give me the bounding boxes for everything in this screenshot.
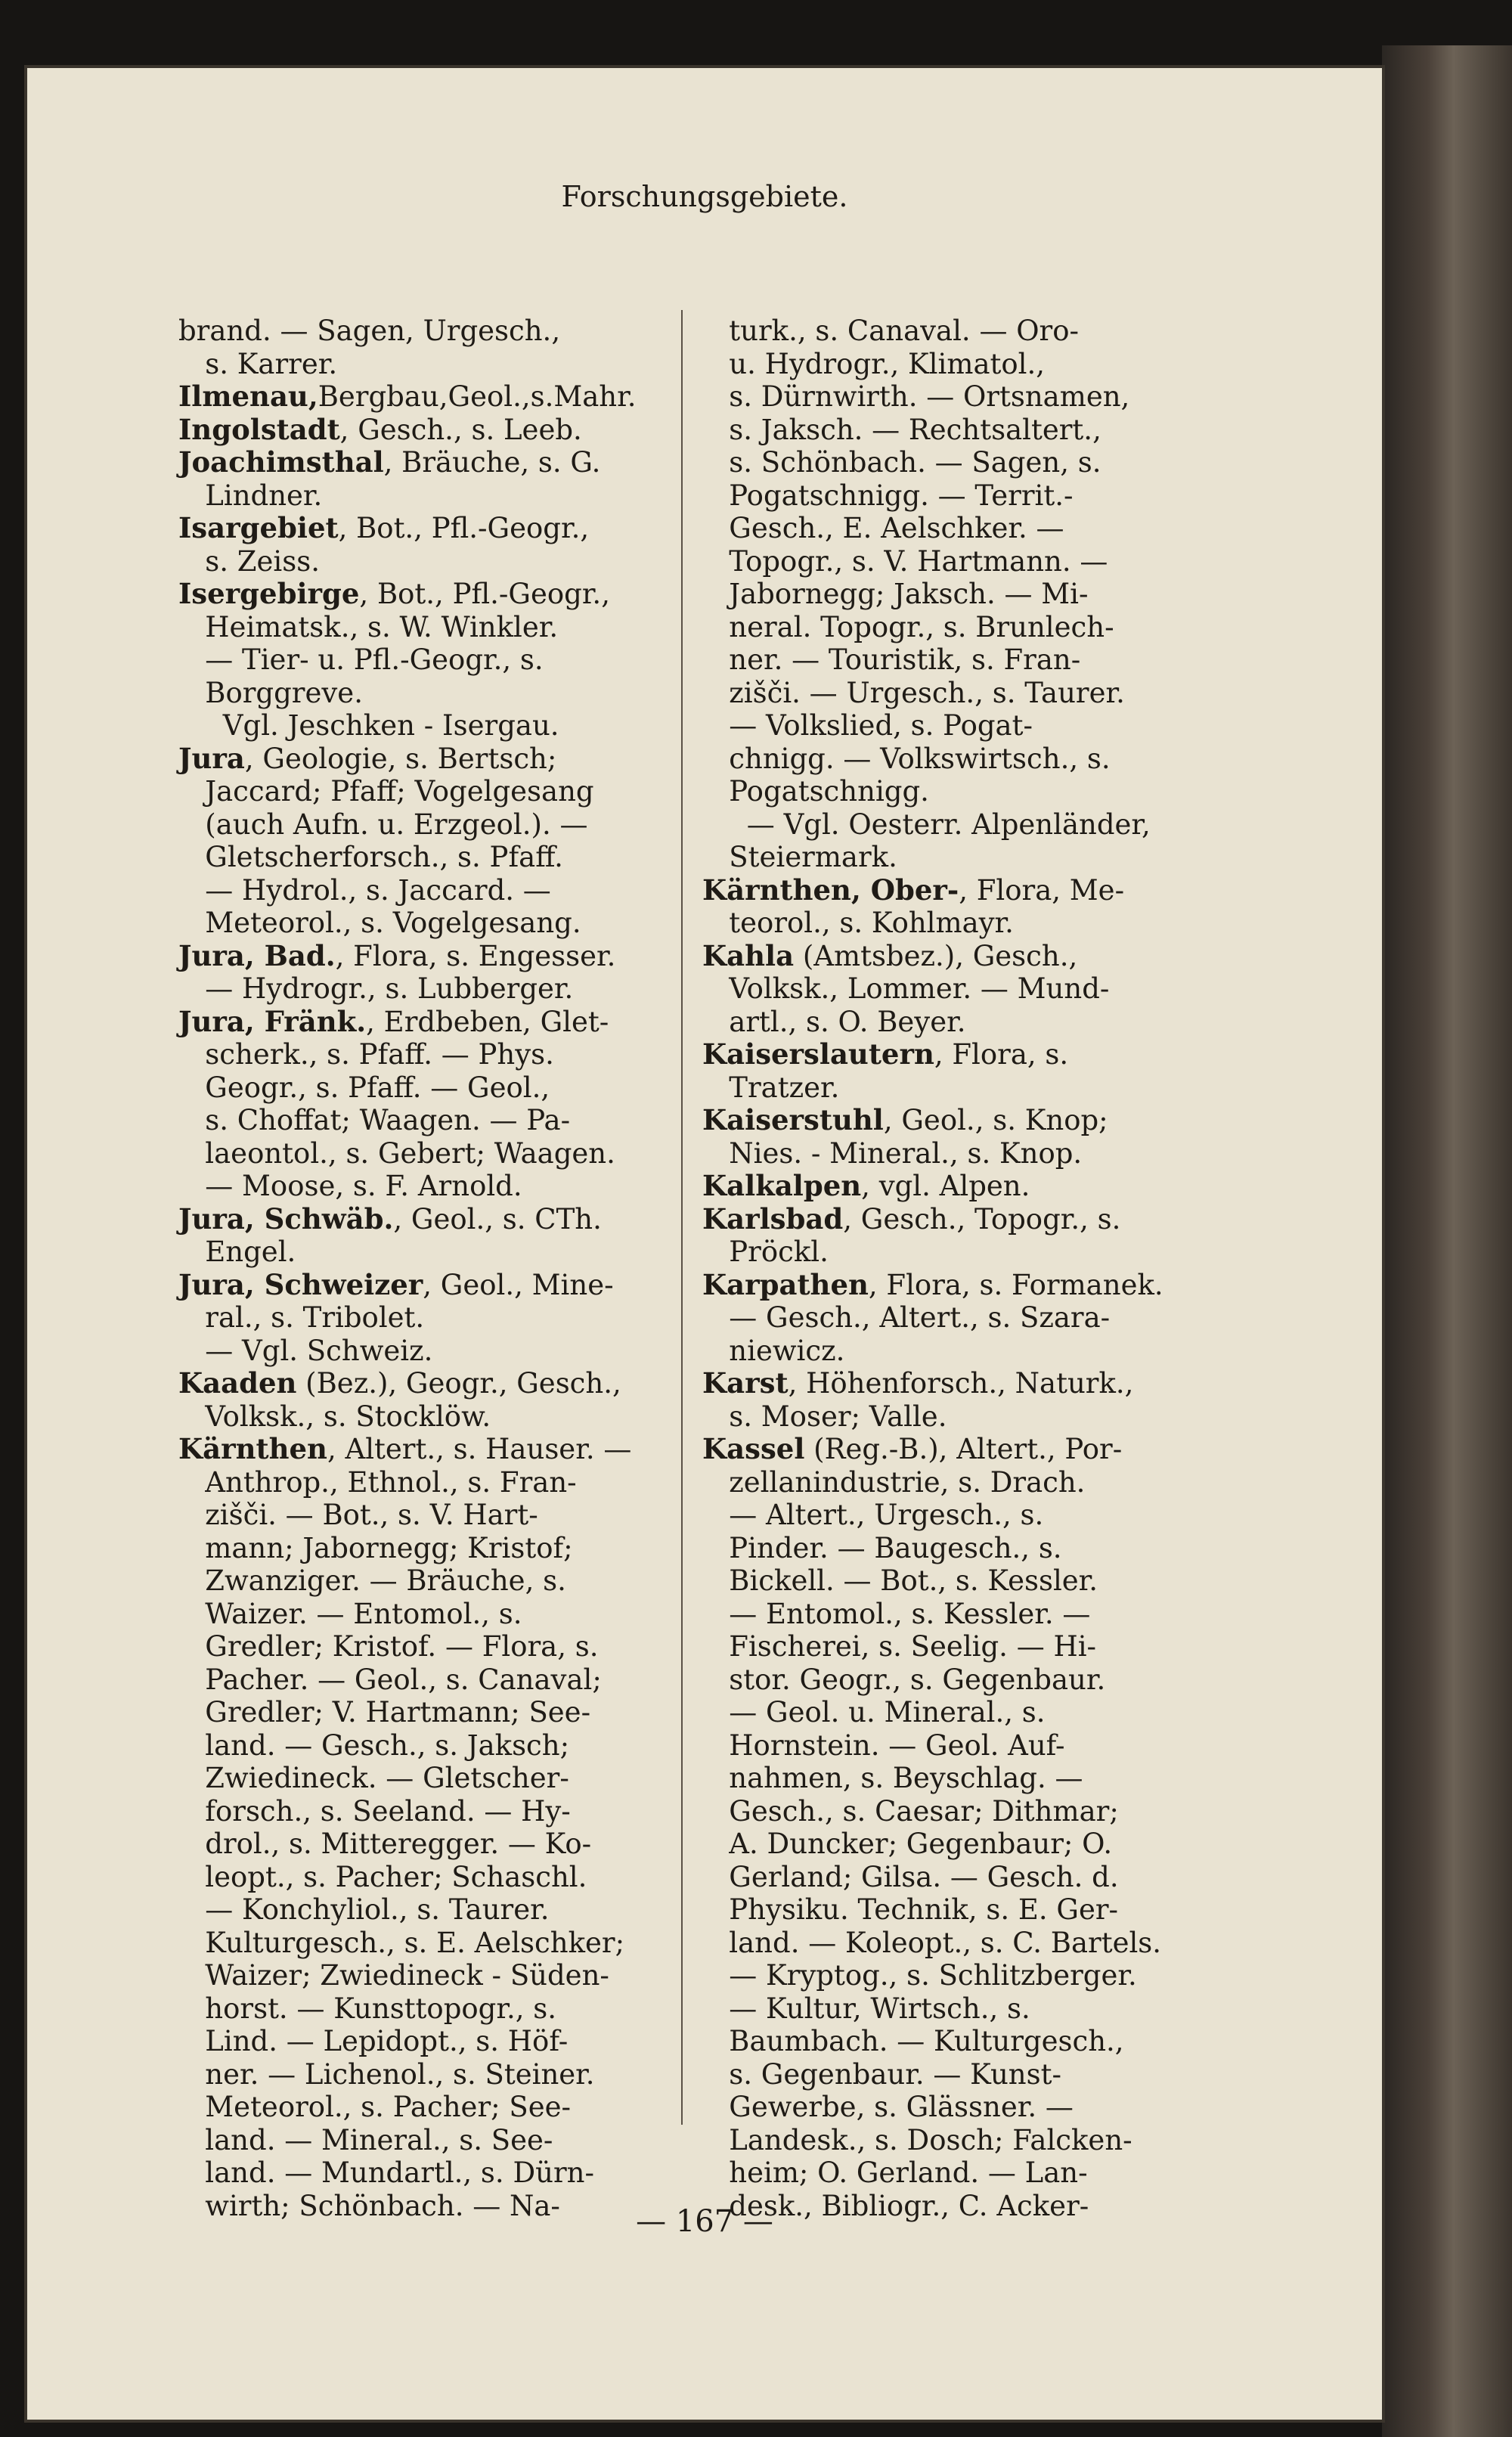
index-line [702, 1137, 1205, 1170]
index-term: Kahla [702, 938, 795, 972]
index-text: s. Zeiss. [178, 544, 320, 578]
index-text: Gesch., s. Caesar; Dithmar; [702, 1794, 1119, 1828]
index-line [178, 2025, 674, 2058]
index-term: Joachimsthal [178, 445, 384, 479]
index-text: Volksk., s. Stocklöw. [178, 1400, 491, 1433]
index-line [702, 2091, 1205, 2124]
index-text: stor. Geogr., s. Gegenbaur. [702, 1663, 1106, 1696]
index-text: (Bez.), Geogr., Gesch., [296, 1367, 621, 1400]
index-text: — Geol. u. Mineral., s. [702, 1696, 1046, 1729]
index-text: Anthrop., Ethnol., s. Fran- [178, 1465, 577, 1499]
index-text: — Tier- u. Pfl.-Geogr., s. [178, 643, 544, 676]
index-line [702, 479, 1205, 513]
index-text: Topogr., s. V. Hartmann. — [702, 544, 1108, 578]
index-line [702, 775, 1205, 808]
index-line [178, 1170, 674, 1203]
index-term: Isargebiet [178, 511, 339, 544]
index-line [702, 1959, 1205, 1992]
index-line [178, 1400, 674, 1434]
index-text: Borggreve. [178, 676, 363, 709]
index-term: Kalkalpen [702, 1169, 862, 1202]
index-term: Karst [702, 1366, 789, 1400]
index-line [178, 2058, 674, 2091]
index-text: s. Jaksch. — Rechtsaltert., [702, 413, 1101, 446]
index-text: s. Moser; Valle. [702, 1400, 947, 1433]
index-line [178, 414, 674, 447]
book-page [27, 68, 1382, 2420]
index-line [702, 1992, 1205, 2026]
index-term: Kassel [702, 1432, 805, 1465]
index-line [702, 1301, 1205, 1335]
index-line [702, 1367, 1205, 1400]
index-text: — Altert., Urgesch., s. [702, 1499, 1044, 1531]
index-text: Meteorol., s. Pacher; See- [178, 2091, 571, 2123]
index-text: Volksk., Lommer. — Mund- [702, 972, 1110, 1005]
index-line [702, 1104, 1205, 1137]
running-header: Forschungsgebiete. [561, 180, 848, 213]
index-line [702, 841, 1205, 874]
index-line [702, 907, 1205, 940]
index-text: Zwanziger. — Bräuche, s. [178, 1564, 566, 1597]
index-text: — Kryptog., s. Schlitzberger. [702, 1959, 1137, 1992]
index-line [178, 1696, 674, 1729]
index-text: , vgl. Alpen. [861, 1170, 1030, 1202]
index-line [178, 743, 674, 776]
index-text: horst. — Kunsttopogr., s. [178, 1992, 557, 2025]
index-line [702, 578, 1205, 611]
index-line [702, 1006, 1205, 1039]
index-text: — Hydrogr., s. Lubberger. [178, 972, 574, 1005]
index-line [178, 2124, 674, 2157]
index-text: , Flora, s. [934, 1038, 1069, 1071]
index-line [702, 1400, 1205, 1434]
index-line [178, 1367, 674, 1400]
index-line [178, 1335, 674, 1368]
index-line [178, 578, 674, 611]
index-line [178, 874, 674, 907]
index-line [178, 1203, 674, 1236]
index-text: chnigg. — Volkswirtsch., s. [702, 742, 1111, 775]
index-line [702, 643, 1205, 677]
index-term: Isergebirge [178, 577, 360, 610]
index-text: zellanindustrie, s. Drach. [702, 1465, 1086, 1499]
index-text: Pinder. — Baugesch., s. [702, 1531, 1062, 1564]
index-term: Kärnthen [178, 1432, 327, 1465]
index-text: — Konchyliol., s. Taurer. [178, 1893, 550, 1926]
index-line [178, 1630, 674, 1663]
index-line [178, 1959, 674, 1992]
index-text: s. Karrer. [178, 347, 338, 380]
index-line [178, 1663, 674, 1697]
index-text: Heimatsk., s. W. Winkler. [178, 610, 559, 643]
index-line [178, 1433, 674, 1466]
index-text: niewicz. [702, 1334, 845, 1367]
index-text: — Vgl. Oesterr. Alpenländer, [702, 808, 1151, 841]
index-text: — Vgl. Schweiz. [178, 1334, 433, 1367]
index-line [702, 1663, 1205, 1697]
index-line [178, 1795, 674, 1828]
index-text: Meteorol., s. Vogelgesang. [178, 907, 581, 939]
index-text: Pacher. — Geol., s. Canaval; [178, 1663, 602, 1696]
index-line [178, 1236, 674, 1269]
index-line [178, 446, 674, 479]
index-text: ner. — Touristik, s. Fran- [702, 643, 1081, 676]
index-line [702, 808, 1205, 842]
index-line [702, 1893, 1205, 1927]
index-line [702, 380, 1205, 414]
index-line [178, 709, 674, 743]
index-text: Gerland; Gilsa. — Gesch. d. [702, 1860, 1119, 1893]
index-text: s. Schönbach. — Sagen, s. [702, 446, 1101, 479]
index-line [702, 1861, 1205, 1894]
page-number: — 167 — [636, 2204, 773, 2239]
index-term: Ingolstadt [178, 412, 340, 446]
index-line [178, 1006, 674, 1039]
index-text: , Geol., Mine- [423, 1268, 614, 1301]
index-line [178, 1137, 674, 1170]
index-line [178, 1071, 674, 1105]
index-text: , Flora, Me- [959, 873, 1125, 907]
index-text: — Moose, s. F. Arnold. [178, 1170, 522, 1202]
index-line [178, 1038, 674, 1071]
index-line [702, 1466, 1205, 1499]
index-text: Jabornegg; Jaksch. — Mi- [702, 578, 1089, 610]
index-line [702, 1598, 1205, 1631]
index-text: Gewerbe, s. Glässner. — [702, 2091, 1074, 2123]
index-text: brand. — Sagen, Urgesch., [178, 315, 561, 347]
index-line [178, 1499, 674, 1532]
index-text: , Flora, s. Formanek. [868, 1268, 1163, 1301]
index-line [702, 1335, 1205, 1368]
index-term: Karpathen [702, 1267, 869, 1301]
index-text: , Bot., Pfl.-Geogr., [359, 578, 610, 610]
index-text: Pogatschnigg. [702, 775, 929, 808]
index-text: s. Choffat; Waagen. — Pa- [178, 1104, 571, 1136]
index-term: Jura, Bad. [178, 938, 336, 972]
index-line [178, 1861, 674, 1894]
index-text: , Geol., s. CTh. [393, 1202, 602, 1236]
index-line [702, 1927, 1205, 1960]
column-divider [681, 310, 683, 2125]
index-text: zišči. — Urgesch., s. Taurer. [702, 676, 1125, 709]
index-text: , Flora, s. Engesser. [335, 939, 616, 972]
index-text: Fischerei, s. Seelig. — Hi- [702, 1630, 1097, 1663]
right-column [702, 315, 1205, 2222]
index-text: , Gesch., Topogr., s. [843, 1202, 1121, 1236]
index-text: (Reg.-B.), Altert., Por- [804, 1433, 1123, 1465]
index-text: zišči. — Bot., s. V. Hart- [178, 1499, 538, 1531]
index-line [178, 1301, 674, 1335]
index-text: mann; Jabornegg; Kristof; [178, 1531, 573, 1564]
index-text: Gesch., E. Aelschker. — [702, 512, 1064, 544]
index-term: Jura, Schweizer [178, 1267, 423, 1301]
index-line [702, 545, 1205, 578]
index-line [702, 1170, 1205, 1203]
index-line [702, 512, 1205, 545]
index-line [178, 479, 674, 513]
index-line [178, 512, 674, 545]
index-text: Pröckl. [702, 1236, 829, 1268]
index-line [702, 874, 1205, 907]
index-line [702, 1630, 1205, 1663]
index-line [702, 2156, 1205, 2190]
index-line [178, 1564, 674, 1598]
index-line [178, 1532, 674, 1565]
index-text: s. Dürnwirth. — Ortsnamen, [702, 380, 1130, 413]
index-line [702, 1269, 1205, 1302]
index-term: Kaiserstuhl [702, 1103, 884, 1136]
index-line [178, 1466, 674, 1499]
index-line [178, 2156, 674, 2190]
index-text: , Höhenforsch., Naturk., [788, 1367, 1134, 1400]
index-text: — Kultur, Wirtsch., s. [702, 1992, 1030, 2025]
index-line [702, 1071, 1205, 1105]
index-line [178, 2091, 674, 2124]
index-line [178, 545, 674, 578]
index-text: Waizer; Zwiedineck - Süden- [178, 1959, 609, 1992]
index-text: artl., s. O. Beyer. [702, 1005, 966, 1038]
index-term: Jura, Schwäb. [178, 1201, 394, 1236]
index-line [178, 1927, 674, 1960]
index-text: nahmen, s. Beyschlag. — [702, 1762, 1083, 1794]
index-text: leopt., s. Pacher; Schaschl. [178, 1860, 587, 1893]
index-text: , Geologie, s. Bertsch; [244, 742, 557, 775]
index-text: Gredler; V. Hartmann; See- [178, 1696, 591, 1729]
index-text: desk., Bibliogr., C. Acker- [702, 2189, 1089, 2222]
index-line [702, 1499, 1205, 1532]
index-text: turk., s. Canaval. — Oro- [702, 315, 1080, 347]
index-line [178, 380, 674, 414]
index-text: u. Hydrogr., Klimatol., [702, 347, 1045, 380]
left-column [178, 315, 674, 2222]
index-line [702, 2025, 1205, 2058]
index-text: , Erdbeben, Glet- [366, 1005, 609, 1038]
index-text: heim; O. Gerland. — Lan- [702, 2156, 1088, 2189]
index-line [702, 677, 1205, 710]
index-term: Kaaden [178, 1366, 297, 1400]
index-text: Vgl. Jeschken - Isergau. [178, 709, 559, 742]
index-line [178, 611, 674, 644]
index-line [178, 972, 674, 1006]
index-text: Lind. — Lepidopt., s. Höf- [178, 2025, 569, 2057]
index-text: (auch Aufn. u. Erzgeol.). — [178, 808, 588, 841]
index-text: teorol., s. Kohlmayr. [702, 907, 1014, 939]
index-text: land. — Mundartl., s. Dürn- [178, 2156, 594, 2189]
index-text: forsch., s. Seeland. — Hy- [178, 1794, 571, 1828]
index-text: — Gesch., Altert., s. Szara- [702, 1301, 1111, 1334]
index-term: Kaiserslautern [702, 1037, 934, 1071]
index-line [178, 775, 674, 808]
index-text: Geogr., s. Pfaff. — Geol., [178, 1071, 550, 1104]
index-line [702, 1762, 1205, 1795]
index-text: — Volkslied, s. Pogat- [702, 709, 1033, 742]
index-text: land. — Koleopt., s. C. Bartels. [702, 1926, 1162, 1959]
index-text: , Bräuche, s. G. [383, 446, 601, 479]
index-line [178, 1762, 674, 1795]
index-text: Baumbach. — Kulturgesch., [702, 2025, 1124, 2057]
index-line [178, 841, 674, 874]
index-term: Karlsbad [702, 1201, 844, 1236]
index-text: Bickell. — Bot., s. Kessler. [702, 1564, 1098, 1597]
index-line [702, 1729, 1205, 1763]
index-text: Tratzer. [702, 1071, 840, 1104]
index-line [178, 1828, 674, 1861]
index-text: Gredler; Kristof. — Flora, s. [178, 1630, 599, 1663]
index-text: Bergbau,Geol.,s.Mahr. [318, 380, 637, 413]
index-text: Steiermark. [702, 841, 897, 873]
index-line [178, 1269, 674, 1302]
book-binding [1382, 45, 1512, 2437]
index-text: ner. — Lichenol., s. Steiner. [178, 2057, 595, 2091]
index-line [178, 348, 674, 381]
index-text: Lindner. [178, 479, 323, 512]
index-line [702, 1564, 1205, 1598]
index-line [702, 2124, 1205, 2157]
index-line [702, 1696, 1205, 1729]
index-text: , Altert., s. Hauser. — [327, 1433, 632, 1465]
index-line [702, 414, 1205, 447]
index-term: Jura, Fränk. [178, 1004, 367, 1038]
index-line [702, 709, 1205, 743]
index-text: Engel. [178, 1236, 296, 1268]
index-line [702, 1203, 1205, 1236]
index-text: Landesk., s. Dosch; Falcken- [702, 2123, 1132, 2156]
index-text: laeontol., s. Gebert; Waagen. [178, 1136, 615, 1170]
index-line [178, 643, 674, 677]
index-line [178, 940, 674, 973]
index-line [178, 808, 674, 842]
index-text: Jaccard; Pfaff; Vogelgesang [178, 775, 594, 808]
index-text: Pogatschnigg. — Territ.- [702, 479, 1074, 512]
index-text: scherk., s. Pfaff. — Phys. [178, 1038, 554, 1071]
index-line [702, 1532, 1205, 1565]
index-text: Zwiedineck. — Gletscher- [178, 1762, 569, 1794]
index-line [702, 446, 1205, 479]
index-text: Gletscherforsch., s. Pfaff. [178, 841, 563, 873]
index-text: neral. Topogr., s. Brunlech- [702, 610, 1114, 643]
index-term: Kärnthen, Ober- [702, 873, 959, 907]
index-line [702, 315, 1205, 348]
index-text: Kulturgesch., s. E. Aelschker; [178, 1926, 625, 1959]
index-text: Hornstein. — Geol. Auf- [702, 1729, 1065, 1762]
index-text: Physiku. Technik, s. E. Ger- [702, 1893, 1119, 1926]
index-line [178, 1893, 674, 1927]
index-line [702, 940, 1205, 973]
index-line [702, 611, 1205, 644]
index-text: A. Duncker; Gegenbaur; O. [702, 1828, 1113, 1860]
index-line [702, 1236, 1205, 1269]
index-term: Ilmenau, [178, 380, 318, 413]
index-line [702, 1038, 1205, 1071]
index-line [178, 1992, 674, 2026]
index-text: , Gesch., s. Leeb. [339, 413, 582, 446]
index-text: land. — Gesch., s. Jaksch; [178, 1729, 570, 1762]
index-line [178, 677, 674, 710]
index-text: — Hydrol., s. Jaccard. — [178, 873, 551, 907]
index-text: (Amtsbez.), Gesch., [794, 939, 1078, 972]
index-text: , Bot., Pfl.-Geogr., [338, 512, 590, 544]
index-text: — Entomol., s. Kessler. — [702, 1597, 1091, 1630]
index-text: Waizer. — Entomol., s. [178, 1597, 522, 1630]
index-line [178, 1598, 674, 1631]
index-line [702, 1433, 1205, 1466]
index-text: wirth; Schönbach. — Na- [178, 2189, 560, 2222]
index-line [702, 348, 1205, 381]
index-text: drol., s. Mitteregger. — Ko- [178, 1828, 592, 1860]
index-line [702, 972, 1205, 1006]
index-text: s. Gegenbaur. — Kunst- [702, 2057, 1061, 2091]
index-line [178, 907, 674, 940]
index-text: land. — Mineral., s. See- [178, 2123, 553, 2156]
index-line [702, 743, 1205, 776]
index-text: , Geol., s. Knop; [883, 1104, 1108, 1136]
index-line [702, 2058, 1205, 2091]
index-line [178, 1104, 674, 1137]
index-line [178, 1729, 674, 1763]
index-text: ral., s. Tribolet. [178, 1301, 425, 1334]
index-line [702, 1795, 1205, 1828]
index-term: Jura [178, 741, 245, 775]
index-line [178, 315, 674, 348]
index-text: Nies. - Mineral., s. Knop. [702, 1136, 1083, 1170]
index-line [702, 1828, 1205, 1861]
